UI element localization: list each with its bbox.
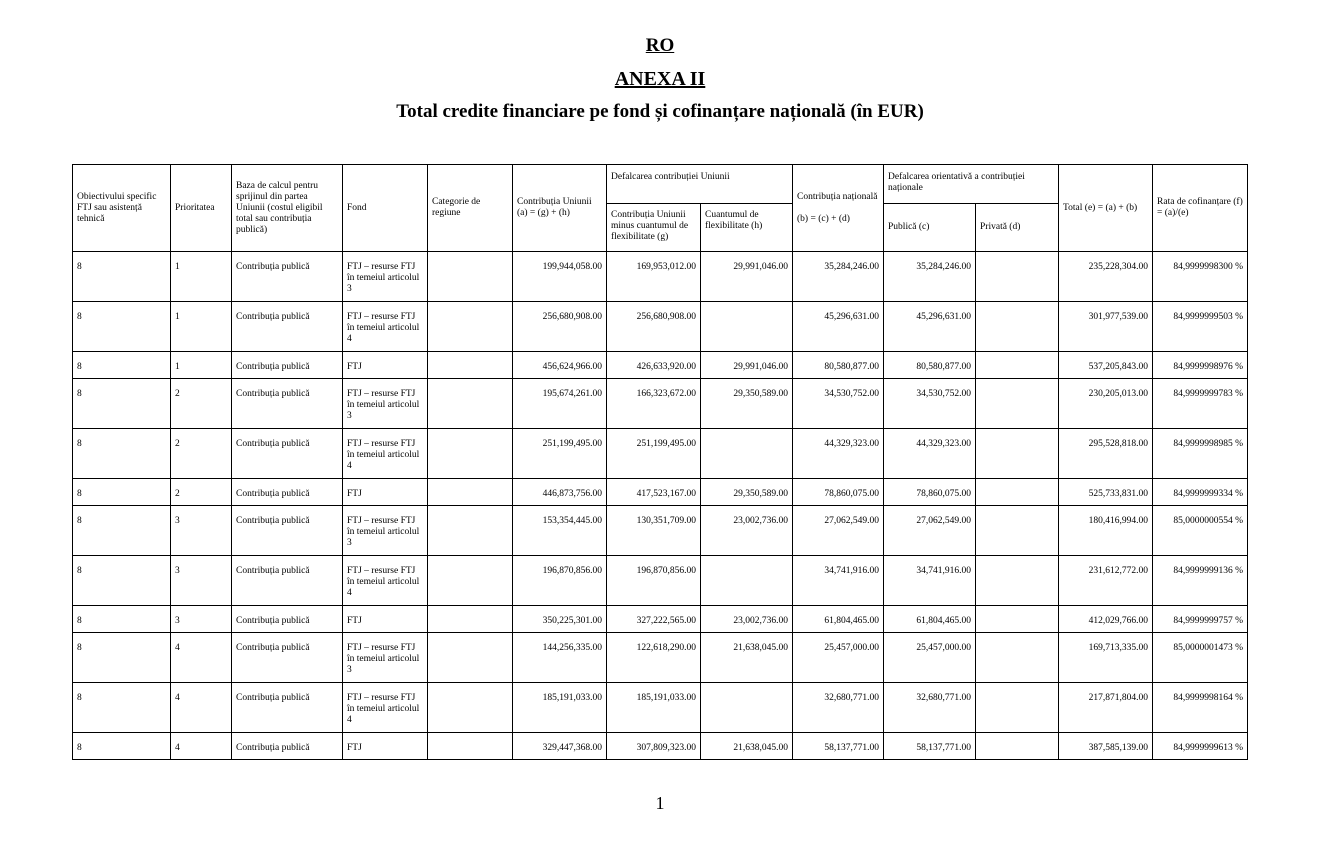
union-contribution-cell: 185,191,033.00 bbox=[513, 683, 607, 733]
table-row bbox=[73, 352, 1248, 379]
rate-cell: 84,9999999783 % bbox=[1153, 379, 1248, 429]
union-minus-flex-cell: 256,680,908.00 bbox=[607, 302, 701, 352]
union-minus-flex-cell: 122,618,290.00 bbox=[607, 633, 701, 683]
header-objective: Obiectivului specific FTJ sau asistență tehnică bbox=[73, 165, 171, 252]
union-contribution-cell: 350,225,301.00 bbox=[513, 606, 607, 633]
flex-amount-cell bbox=[701, 302, 793, 352]
region-cell bbox=[428, 633, 513, 683]
priority-cell: 4 bbox=[171, 733, 232, 760]
national-contribution-cell: 34,741,916.00 bbox=[793, 556, 884, 606]
union-minus-flex-cell: 417,523,167.00 bbox=[607, 479, 701, 506]
total-cell: 387,585,139.00 bbox=[1059, 733, 1153, 760]
total-cell: 537,205,843.00 bbox=[1059, 352, 1153, 379]
total-cell: 180,416,994.00 bbox=[1059, 506, 1153, 556]
header-total: Total (e) = (a) + (b) bbox=[1059, 165, 1153, 252]
header-public: Publică (c) bbox=[884, 204, 976, 252]
flex-amount-cell: 21,638,045.00 bbox=[701, 633, 793, 683]
fund-cell: FTJ – resurse FTJ în temeiul articolul 3 bbox=[343, 252, 428, 302]
total-cell: 217,871,804.00 bbox=[1059, 683, 1153, 733]
header-private: Privată (d) bbox=[976, 204, 1059, 252]
flex-amount-cell: 29,991,046.00 bbox=[701, 352, 793, 379]
union-minus-flex-cell: 251,199,495.00 bbox=[607, 429, 701, 479]
union-contribution-cell: 196,870,856.00 bbox=[513, 556, 607, 606]
fund-cell: FTJ bbox=[343, 733, 428, 760]
union-contribution-cell: 256,680,908.00 bbox=[513, 302, 607, 352]
header-region-category: Categorie de regiune bbox=[428, 165, 513, 252]
basis-cell: Contribuția publică bbox=[232, 506, 343, 556]
header-flex-amount: Cuantumul de flexibilitate (h) bbox=[701, 204, 793, 252]
national-contribution-cell: 44,329,323.00 bbox=[793, 429, 884, 479]
national-contribution-cell: 32,680,771.00 bbox=[793, 683, 884, 733]
total-cell: 230,205,013.00 bbox=[1059, 379, 1153, 429]
page-title: Total credite financiare pe fond și cofinanțare națională (în EUR) bbox=[396, 101, 924, 122]
total-cell: 412,029,766.00 bbox=[1059, 606, 1153, 633]
union-contribution-cell: 329,447,368.00 bbox=[513, 733, 607, 760]
header-priority: Prioritatea bbox=[171, 165, 232, 252]
header-union-minus-flex: Contribuția Uniunii minus cuantumul de flexibilitate (g) bbox=[607, 204, 701, 252]
header-cofinancing-rate: Rata de cofinanțare (f) = (a)/(e) bbox=[1153, 165, 1248, 252]
private-cell bbox=[976, 506, 1059, 556]
region-cell bbox=[428, 302, 513, 352]
private-cell bbox=[976, 479, 1059, 506]
objective-cell: 8 bbox=[73, 479, 171, 506]
region-cell bbox=[428, 733, 513, 760]
table-row bbox=[73, 479, 1248, 506]
flex-amount-cell: 29,991,046.00 bbox=[701, 252, 793, 302]
flex-amount-cell: 21,638,045.00 bbox=[701, 733, 793, 760]
public-cell: 58,137,771.00 bbox=[884, 733, 976, 760]
public-cell: 78,860,075.00 bbox=[884, 479, 976, 506]
flex-amount-cell bbox=[701, 683, 793, 733]
union-minus-flex-cell: 327,222,565.00 bbox=[607, 606, 701, 633]
table-row bbox=[73, 379, 1248, 429]
fund-cell: FTJ – resurse FTJ în temeiul articolul 4 bbox=[343, 302, 428, 352]
fund-cell: FTJ – resurse FTJ în temeiul articolul 3 bbox=[343, 379, 428, 429]
flex-amount-cell: 23,002,736.00 bbox=[701, 506, 793, 556]
total-cell: 525,733,831.00 bbox=[1059, 479, 1153, 506]
objective-cell: 8 bbox=[73, 379, 171, 429]
region-cell bbox=[428, 352, 513, 379]
table-row bbox=[73, 252, 1248, 302]
union-contribution-cell: 144,256,335.00 bbox=[513, 633, 607, 683]
table-row bbox=[73, 633, 1248, 683]
basis-cell: Contribuția publică bbox=[232, 733, 343, 760]
private-cell bbox=[976, 683, 1059, 733]
basis-cell: Contribuția publică bbox=[232, 683, 343, 733]
public-cell: 61,804,465.00 bbox=[884, 606, 976, 633]
public-cell: 35,284,246.00 bbox=[884, 252, 976, 302]
priority-cell: 3 bbox=[171, 606, 232, 633]
union-minus-flex-cell: 166,323,672.00 bbox=[607, 379, 701, 429]
fund-cell: FTJ – resurse FTJ în temeiul articolul 4 bbox=[343, 683, 428, 733]
total-cell: 231,612,772.00 bbox=[1059, 556, 1153, 606]
financial-allocations-table bbox=[72, 164, 1248, 760]
total-cell: 169,713,335.00 bbox=[1059, 633, 1153, 683]
national-contribution-cell: 27,062,549.00 bbox=[793, 506, 884, 556]
private-cell bbox=[976, 302, 1059, 352]
private-cell bbox=[976, 352, 1059, 379]
union-minus-flex-cell: 185,191,033.00 bbox=[607, 683, 701, 733]
table-row bbox=[73, 556, 1248, 606]
national-contribution-cell: 45,296,631.00 bbox=[793, 302, 884, 352]
priority-cell: 3 bbox=[171, 506, 232, 556]
region-cell bbox=[428, 252, 513, 302]
union-contribution-cell: 456,624,966.00 bbox=[513, 352, 607, 379]
objective-cell: 8 bbox=[73, 302, 171, 352]
region-cell bbox=[428, 556, 513, 606]
national-contribution-cell: 80,580,877.00 bbox=[793, 352, 884, 379]
private-cell bbox=[976, 379, 1059, 429]
objective-cell: 8 bbox=[73, 606, 171, 633]
flex-amount-cell bbox=[701, 556, 793, 606]
objective-cell: 8 bbox=[73, 683, 171, 733]
rate-cell: 84,9999999613 % bbox=[1153, 733, 1248, 760]
fund-cell: FTJ – resurse FTJ în temeiul articolul 4 bbox=[343, 429, 428, 479]
national-contribution-cell: 78,860,075.00 bbox=[793, 479, 884, 506]
public-cell: 34,741,916.00 bbox=[884, 556, 976, 606]
private-cell bbox=[976, 252, 1059, 302]
union-minus-flex-cell: 169,953,012.00 bbox=[607, 252, 701, 302]
table-row bbox=[73, 606, 1248, 633]
annex-heading: ANEXA II bbox=[614, 68, 706, 90]
region-cell bbox=[428, 606, 513, 633]
objective-cell: 8 bbox=[73, 733, 171, 760]
rate-cell: 84,9999998300 % bbox=[1153, 252, 1248, 302]
priority-cell: 4 bbox=[171, 633, 232, 683]
public-cell: 44,329,323.00 bbox=[884, 429, 976, 479]
objective-cell: 8 bbox=[73, 352, 171, 379]
private-cell bbox=[976, 606, 1059, 633]
priority-cell: 2 bbox=[171, 379, 232, 429]
rate-cell: 84,9999999503 % bbox=[1153, 302, 1248, 352]
fund-cell: FTJ bbox=[343, 479, 428, 506]
table-row bbox=[73, 429, 1248, 479]
public-cell: 32,680,771.00 bbox=[884, 683, 976, 733]
basis-cell: Contribuția publică bbox=[232, 479, 343, 506]
fund-cell: FTJ – resurse FTJ în temeiul articolul 3 bbox=[343, 633, 428, 683]
header-union-breakdown: Defalcarea contribuției Uniunii bbox=[607, 165, 793, 204]
document-language-code: RO bbox=[645, 35, 675, 56]
region-cell bbox=[428, 506, 513, 556]
header-national-breakdown: Defalcarea orientativă a contribuției naționale bbox=[884, 165, 1059, 204]
union-minus-flex-cell: 307,809,323.00 bbox=[607, 733, 701, 760]
public-cell: 45,296,631.00 bbox=[884, 302, 976, 352]
union-contribution-cell: 446,873,756.00 bbox=[513, 479, 607, 506]
objective-cell: 8 bbox=[73, 556, 171, 606]
national-contribution-cell: 34,530,752.00 bbox=[793, 379, 884, 429]
basis-cell: Contribuția publică bbox=[232, 379, 343, 429]
region-cell bbox=[428, 429, 513, 479]
private-cell bbox=[976, 556, 1059, 606]
rate-cell: 85,0000001473 % bbox=[1153, 633, 1248, 683]
table-row bbox=[73, 683, 1248, 733]
public-cell: 27,062,549.00 bbox=[884, 506, 976, 556]
flex-amount-cell: 29,350,589.00 bbox=[701, 479, 793, 506]
union-contribution-cell: 199,944,058.00 bbox=[513, 252, 607, 302]
fund-cell: FTJ – resurse FTJ în temeiul articolul 3 bbox=[343, 506, 428, 556]
basis-cell: Contribuția publică bbox=[232, 302, 343, 352]
union-minus-flex-cell: 196,870,856.00 bbox=[607, 556, 701, 606]
basis-cell: Contribuția publică bbox=[232, 352, 343, 379]
national-contribution-cell: 35,284,246.00 bbox=[793, 252, 884, 302]
union-minus-flex-cell: 426,633,920.00 bbox=[607, 352, 701, 379]
region-cell bbox=[428, 479, 513, 506]
basis-cell: Contribuția publică bbox=[232, 429, 343, 479]
union-contribution-cell: 251,199,495.00 bbox=[513, 429, 607, 479]
flex-amount-cell: 29,350,589.00 bbox=[701, 379, 793, 429]
public-cell: 34,530,752.00 bbox=[884, 379, 976, 429]
header-national-contribution bbox=[793, 165, 884, 252]
national-contribution-label: Contribuția națională bbox=[797, 191, 878, 202]
national-contribution-cell: 58,137,771.00 bbox=[793, 733, 884, 760]
rate-cell: 84,9999999136 % bbox=[1153, 556, 1248, 606]
rate-cell: 84,9999998976 % bbox=[1153, 352, 1248, 379]
flex-amount-cell: 23,002,736.00 bbox=[701, 606, 793, 633]
union-contribution-cell: 153,354,445.00 bbox=[513, 506, 607, 556]
region-cell bbox=[428, 379, 513, 429]
objective-cell: 8 bbox=[73, 506, 171, 556]
public-cell: 25,457,000.00 bbox=[884, 633, 976, 683]
objective-cell: 8 bbox=[73, 633, 171, 683]
priority-cell: 1 bbox=[171, 252, 232, 302]
table-row bbox=[73, 733, 1248, 760]
table-row bbox=[73, 302, 1248, 352]
union-contribution-cell: 195,674,261.00 bbox=[513, 379, 607, 429]
fund-cell: FTJ – resurse FTJ în temeiul articolul 4 bbox=[343, 556, 428, 606]
private-cell bbox=[976, 733, 1059, 760]
header-union-contribution: Contribuția Uniunii (a) = (g) + (h) bbox=[513, 165, 607, 252]
objective-cell: 8 bbox=[73, 252, 171, 302]
priority-cell: 1 bbox=[171, 302, 232, 352]
rate-cell: 85,0000000554 % bbox=[1153, 506, 1248, 556]
rate-cell: 84,9999999334 % bbox=[1153, 479, 1248, 506]
table-row bbox=[73, 506, 1248, 556]
private-cell bbox=[976, 633, 1059, 683]
national-contribution-cell: 25,457,000.00 bbox=[793, 633, 884, 683]
basis-cell: Contribuția publică bbox=[232, 556, 343, 606]
header-fund: Fond bbox=[343, 165, 428, 252]
total-cell: 295,528,818.00 bbox=[1059, 429, 1153, 479]
fund-cell: FTJ bbox=[343, 606, 428, 633]
priority-cell: 2 bbox=[171, 429, 232, 479]
basis-cell: Contribuția publică bbox=[232, 252, 343, 302]
basis-cell: Contribuția publică bbox=[232, 606, 343, 633]
region-cell bbox=[428, 683, 513, 733]
basis-cell: Contribuția publică bbox=[232, 633, 343, 683]
total-cell: 301,977,539.00 bbox=[1059, 302, 1153, 352]
national-contribution-formula: (b) = (c) + (d) bbox=[797, 213, 850, 224]
page-number: 1 bbox=[655, 793, 665, 813]
union-minus-flex-cell: 130,351,709.00 bbox=[607, 506, 701, 556]
priority-cell: 4 bbox=[171, 683, 232, 733]
public-cell: 80,580,877.00 bbox=[884, 352, 976, 379]
header-basis: Baza de calcul pentru sprijinul din partea Uniunii (costul eligibil total sau contribuția publică) bbox=[232, 165, 343, 252]
rate-cell: 84,9999998164 % bbox=[1153, 683, 1248, 733]
objective-cell: 8 bbox=[73, 429, 171, 479]
private-cell bbox=[976, 429, 1059, 479]
fund-cell: FTJ bbox=[343, 352, 428, 379]
priority-cell: 3 bbox=[171, 556, 232, 606]
national-contribution-cell: 61,804,465.00 bbox=[793, 606, 884, 633]
rate-cell: 84,9999998985 % bbox=[1153, 429, 1248, 479]
total-cell: 235,228,304.00 bbox=[1059, 252, 1153, 302]
rate-cell: 84,9999999757 % bbox=[1153, 606, 1248, 633]
flex-amount-cell bbox=[701, 429, 793, 479]
priority-cell: 2 bbox=[171, 479, 232, 506]
priority-cell: 1 bbox=[171, 352, 232, 379]
